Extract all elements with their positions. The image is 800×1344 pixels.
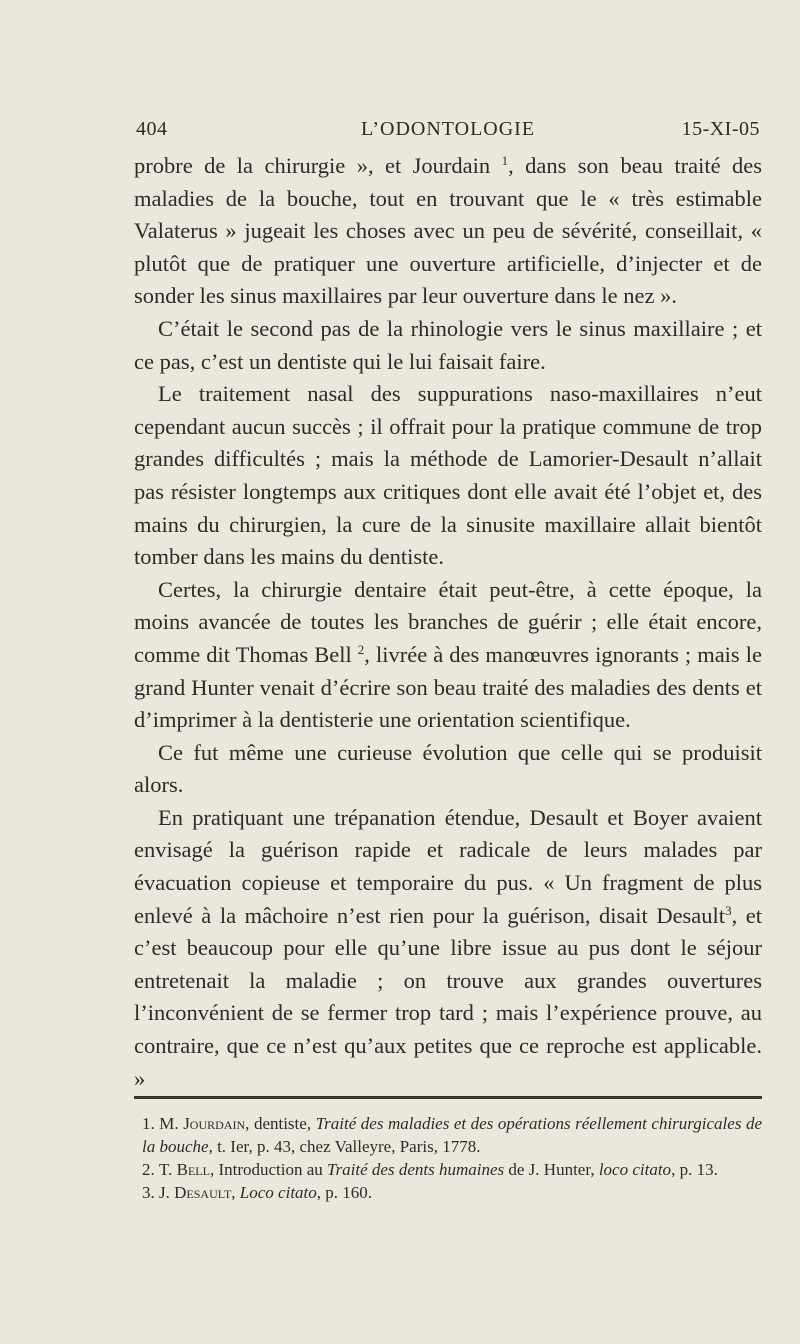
issue-date: 15-XI-05 (681, 118, 760, 140)
paragraph (134, 802, 762, 1095)
footnote-text: de J. Hunter, (504, 1160, 599, 1179)
paragraph (134, 150, 762, 313)
running-header (136, 118, 760, 148)
page-number: 404 (136, 118, 168, 140)
footnote-title: Loco citato (239, 1183, 317, 1202)
footnote-text: , dentiste, (245, 1114, 316, 1133)
journal-title: L’ODONTOLOGIE (360, 118, 536, 140)
footnote-ref: 3 (725, 902, 732, 918)
footnote-text: , (231, 1183, 240, 1202)
paragraph-text: , et c’est beaucoup pour elle qu’une libre issue au pus dont le séjour entretenait la maladie ; on trouve aux grandes ouvertures l’inconvénient de se fermer trop tard ; mais l’expérience prouve, au contraire, que ce n’est qu’aux petites que ce reproche est applicable. » (134, 902, 762, 1091)
footnote-author: J. Desault (159, 1183, 232, 1202)
footnote-author: M. Jourdain (159, 1114, 246, 1133)
footnote-title: loco citato (598, 1160, 672, 1179)
footnote-ref: 2 (357, 641, 365, 657)
footnote-text: , p. 160. (316, 1183, 373, 1202)
paragraph-text: probre de la chirurgie », et Jourdain (134, 153, 502, 178)
footnotes (134, 1112, 762, 1204)
footnote-text: , Introduction au (209, 1160, 328, 1179)
paragraph-text: En pratiquant une trépanation étendue, Desault et Boyer avaient envisagé la guérison rapide et radicale de leurs malades par évacuation copieuse et temporaire du pus. « Un fragment de plus enlevé à la mâchoire n’est rien pour la guérison, disait Desault (134, 804, 762, 928)
footnote-divider (134, 1096, 762, 1099)
paragraph (134, 574, 762, 737)
footnote-title: Traité des dents humaines (327, 1160, 505, 1179)
paragraph-text: Certes, la chirurgie dentaire était peut-être, à cette époque, la moins avancée de toutes les branches de guérir ; elle était encore, comme dit Thomas Bell (134, 576, 762, 667)
paragraph: Ce fut même une curieuse évolution que celle qui se produisit alors. (134, 739, 762, 798)
footnote (134, 1158, 762, 1181)
footnote-author: T. Bell (159, 1160, 210, 1179)
footnote-text: , p. 13. (671, 1160, 718, 1179)
footnote-number: 1. (142, 1114, 155, 1133)
footnote-ref: 1 (501, 153, 509, 168)
footnote (134, 1112, 762, 1158)
footnote-number: 2. (142, 1160, 155, 1179)
footnote-title: Traité des maladies et des opérations réellement chirurgicales de la bouche (142, 1114, 763, 1156)
footnote (134, 1181, 762, 1204)
paragraph-text: , livrée à des manœuvres ignorants ; mais le grand Hunter venait d’écrire son beau traité des maladies des dents et d’imprimer à la dentisterie une orientation scientifique. (134, 641, 762, 733)
paragraph: Le traitement nasal des suppurations naso-maxillaires n’eut cependant aucun succès ; il offrait pour la pratique commune de trop grandes difficultés ; mais la méthode de Lamorier-Desault n’allait pas résister longtemps aux critiques dont elle avait été l’objet et, des mains du chirurgien, la cure de la sinusite maxillaire allait bientôt tomber dans les mains du dentiste. (134, 381, 762, 570)
footnote-number: 3. (142, 1183, 155, 1202)
main-text (134, 150, 762, 1095)
paragraph-text: , dans son beau traité des maladies de la bouche, tout en trouvant que le « très estimable Valaterus » jugeait les choses avec un peu de sévérité, conseillait, « plutôt que de pratiquer une ouverture artificielle, d’injecter et de sonder les sinus maxillaires par leur ouverture dans le nez ». (134, 153, 762, 309)
paragraph: C’était le second pas de la rhinologie vers le sinus maxillaire ; et ce pas, c’est un dentiste qui le lui faisait faire. (134, 315, 762, 374)
footnote-text: , t. Ier, p. 43, chez Valleyre, Paris, 1778. (208, 1137, 481, 1156)
